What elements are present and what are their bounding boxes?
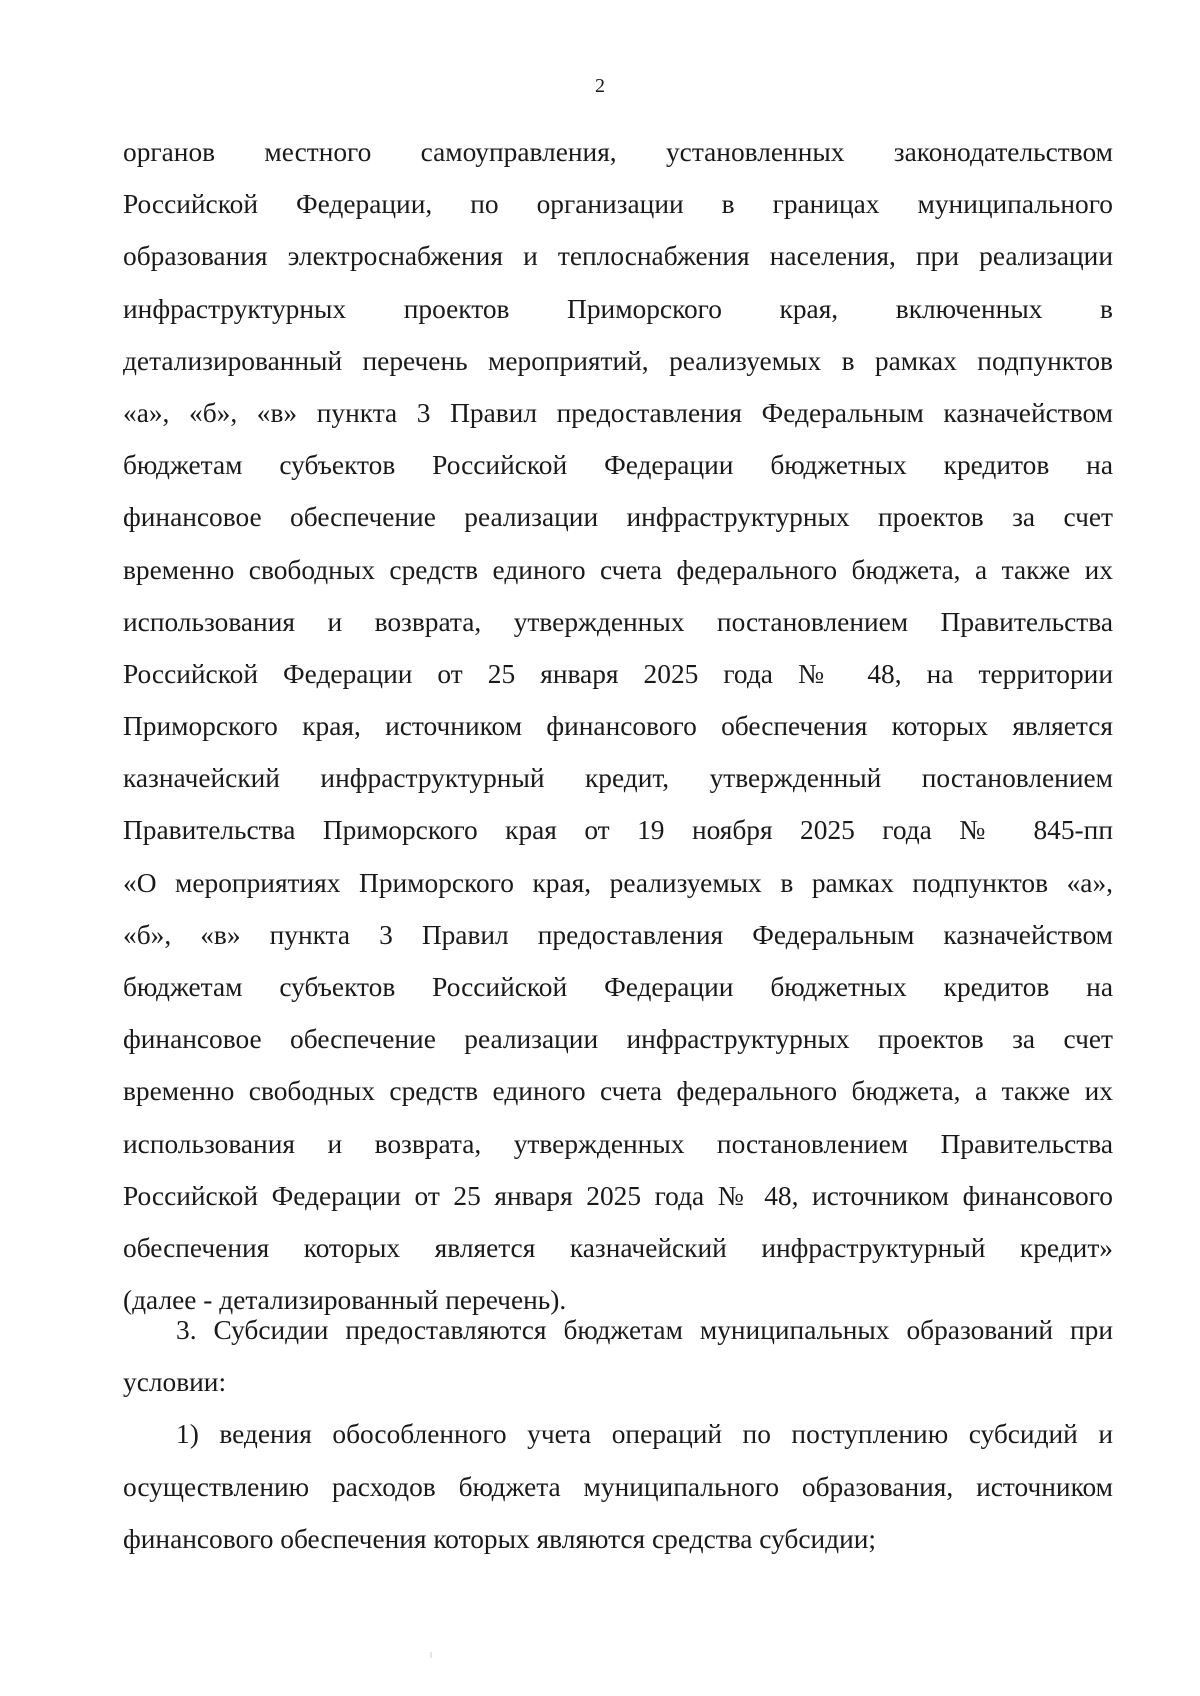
text-line: Приморского края, источником финансового обеспечения которых является bbox=[123, 711, 1113, 742]
text-line: органов местного самоуправления, установленных законодательством bbox=[123, 137, 1113, 167]
text-line: «а», «б», «в» пункта 3 Правил предоставления Федеральным казначейством bbox=[123, 397, 1113, 428]
text-line: Российской Федерации от 25 января 2025 года № 48, источником финансового bbox=[123, 1180, 1113, 1211]
text-line: условии: bbox=[123, 1367, 227, 1398]
text-line: казначейский инфраструктурный кредит, утвержденный постановлением bbox=[123, 763, 1113, 794]
text-line: инфраструктурных проектов Приморского края, включенных в bbox=[123, 293, 1113, 324]
page-number: 2 bbox=[595, 75, 605, 97]
text-line: использования и возврата, утвержденных постановлением Правительства bbox=[123, 606, 1113, 637]
text-line: образования электроснабжения и теплоснабжения населения, при реализации bbox=[123, 241, 1113, 272]
text-line: осуществлению расходов бюджета муниципального образования, источником bbox=[123, 1471, 1113, 1502]
text-line: «б», «в» пункта 3 Правил предоставления Федеральным казначейством bbox=[123, 919, 1113, 950]
text-line: Правительства Приморского края от 19 ноября 2025 года № 845-пп bbox=[123, 815, 1113, 846]
text-line: финансовое обеспечение реализации инфраструктурных проектов за счет bbox=[123, 1024, 1113, 1055]
text-line: детализированный перечень мероприятий, реализуемых в рамках подпунктов bbox=[123, 345, 1113, 376]
paragraph-3 bbox=[123, 1304, 1113, 1565]
text-line: временно свободных средств единого счета федерального бюджета, а также их bbox=[123, 554, 1113, 585]
paragraph-continuation bbox=[123, 126, 1113, 1326]
text-line: финансового обеспечения которых являются средства субсидии; bbox=[123, 1523, 877, 1554]
text-line: «О мероприятиях Приморского края, реализуемых в рамках подпунктов «а», bbox=[123, 867, 1113, 898]
text-line: временно свободных средств единого счета федерального бюджета, а также их bbox=[123, 1076, 1113, 1107]
text-line: Российской Федерации от 25 января 2025 года № 48, на территории bbox=[123, 658, 1113, 689]
text-line: использования и возврата, утвержденных постановлением Правительства bbox=[123, 1128, 1113, 1159]
scan-artifact bbox=[430, 1652, 432, 1658]
text-line: бюджетам субъектов Российской Федерации бюджетных кредитов на bbox=[123, 450, 1113, 481]
text-line: 3. Субсидии предоставляются бюджетам муниципальных образований при bbox=[176, 1315, 1113, 1345]
text-line: (далее - детализированный перечень). bbox=[123, 1285, 567, 1316]
text-line: обеспечения которых является казначейский инфраструктурный кредит» bbox=[123, 1232, 1113, 1263]
text-line: финансовое обеспечение реализации инфраструктурных проектов за счет bbox=[123, 502, 1113, 533]
text-line: бюджетам субъектов Российской Федерации бюджетных кредитов на bbox=[123, 972, 1113, 1002]
text-line: 1) ведения обособленного учета операций по поступлению субсидий и bbox=[176, 1419, 1113, 1450]
text-line: Российской Федерации, по организации в границах муниципального bbox=[123, 189, 1113, 220]
